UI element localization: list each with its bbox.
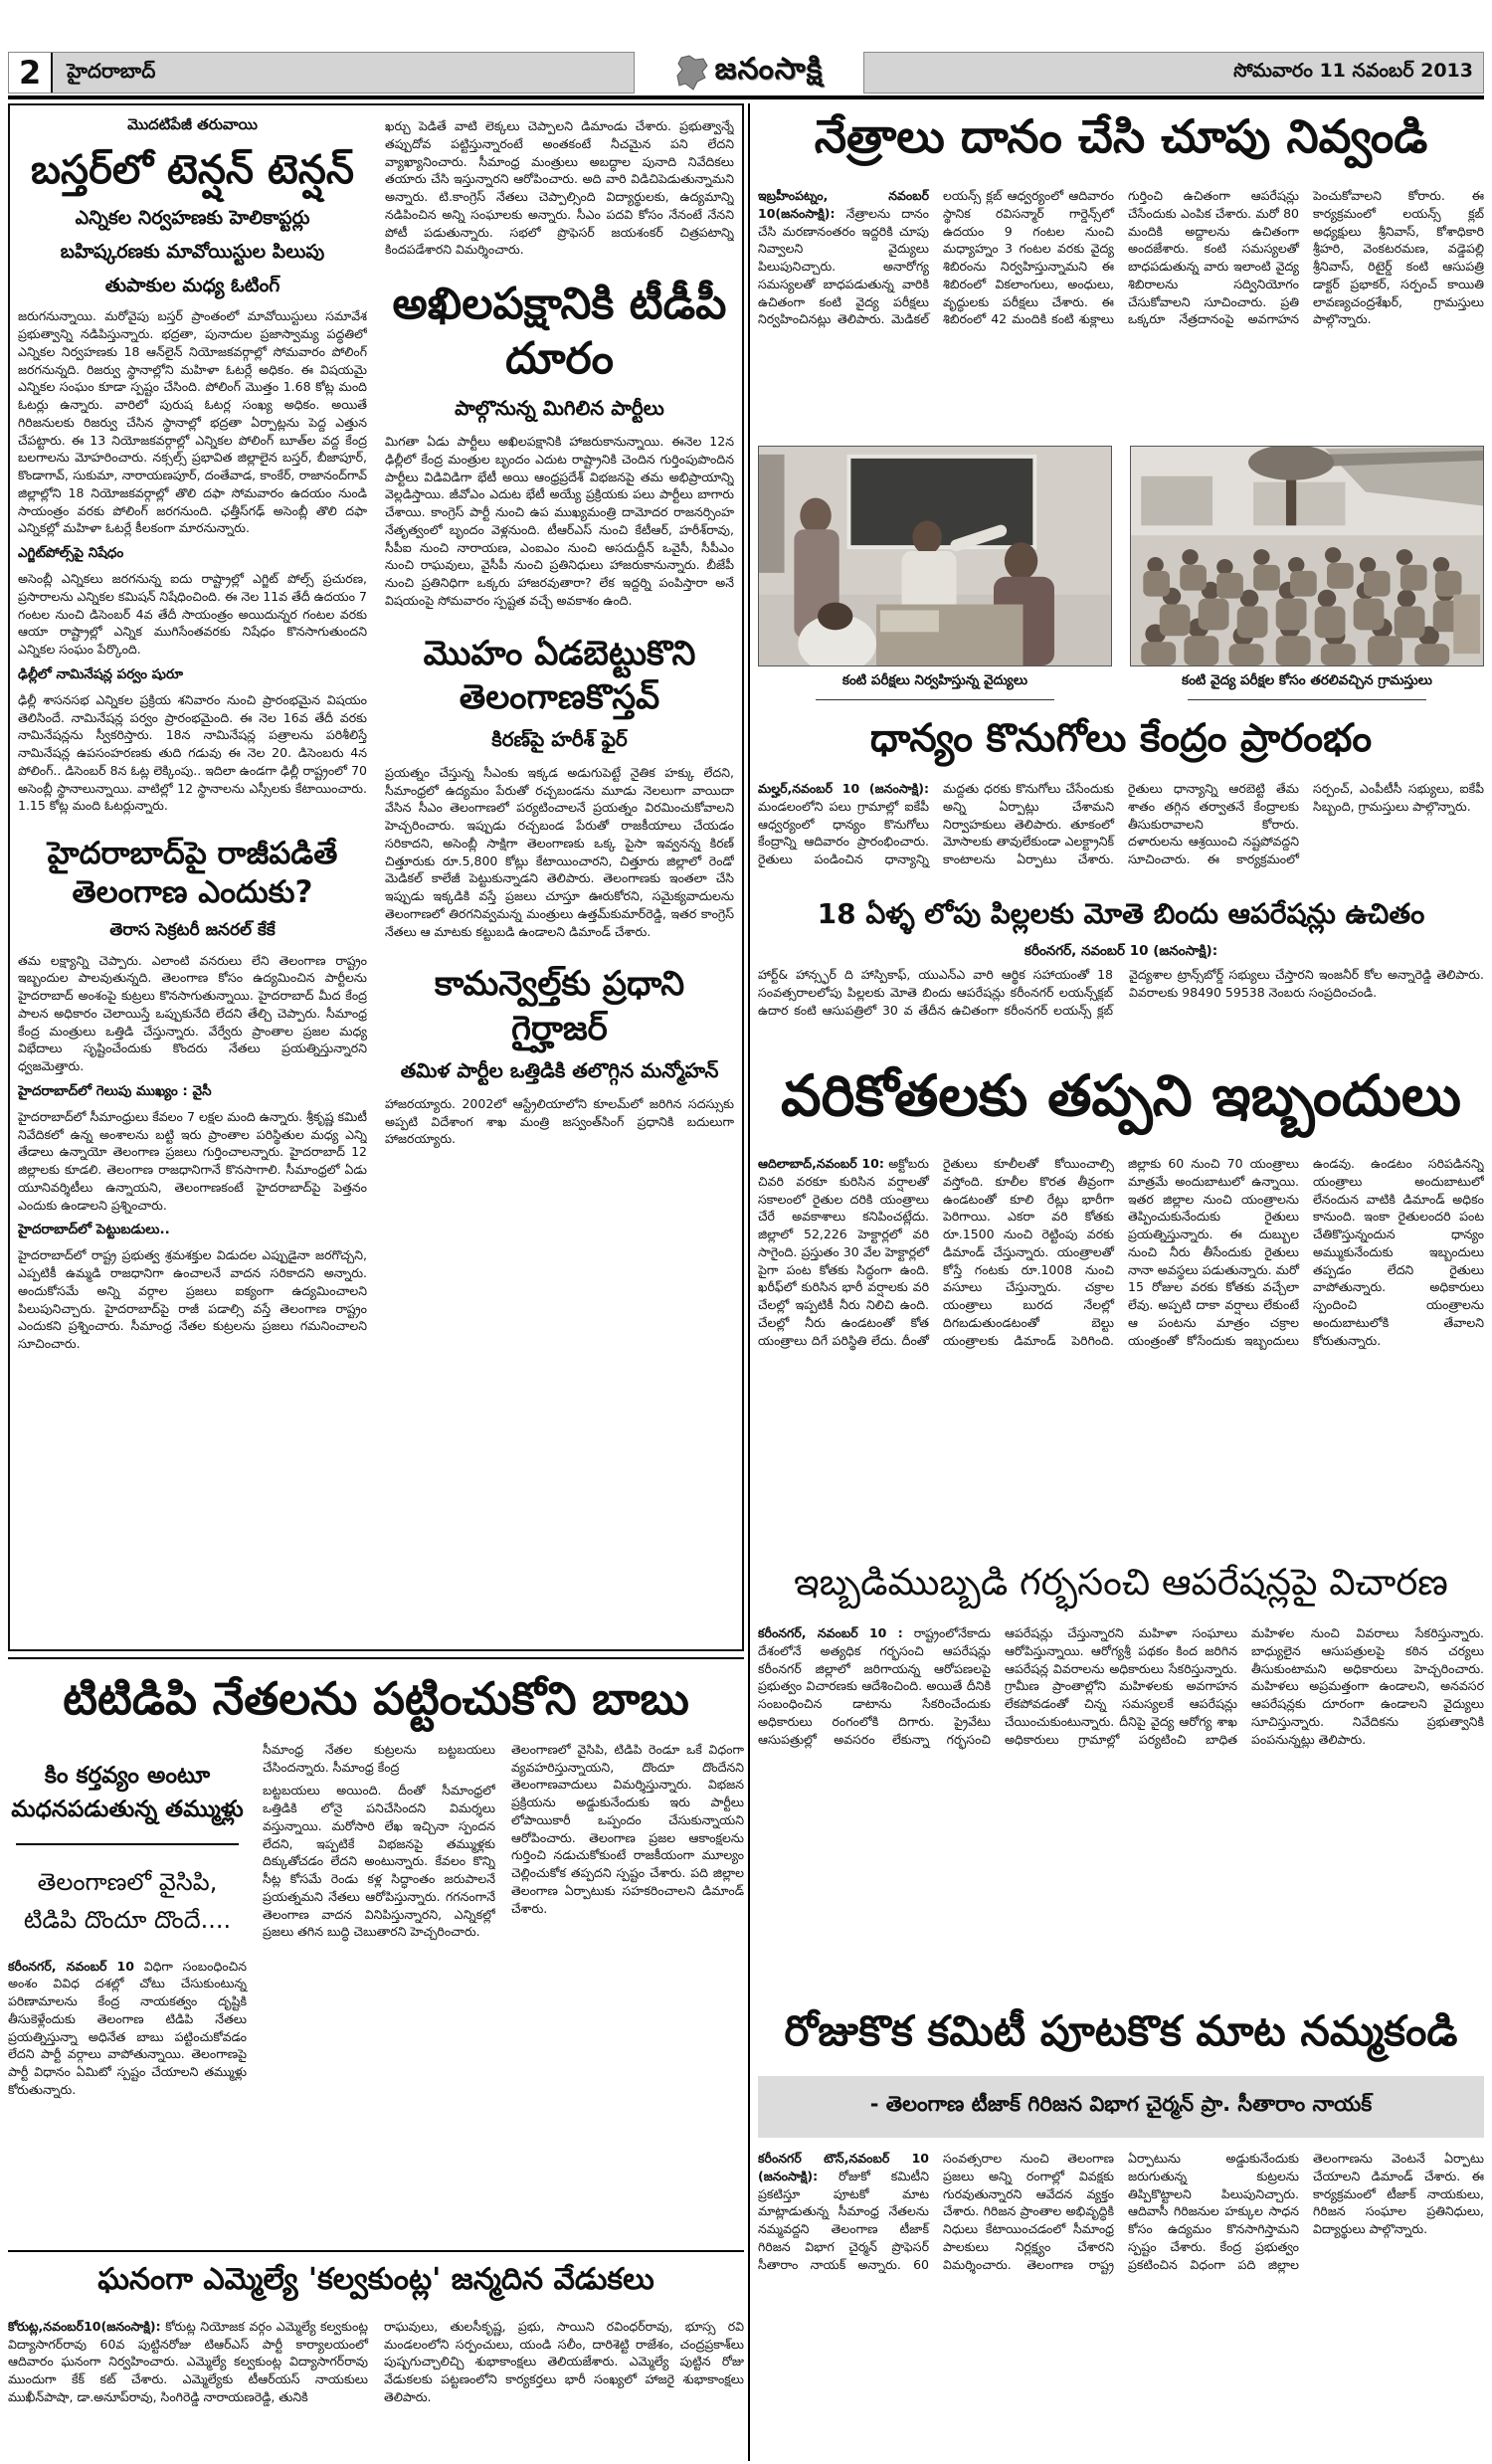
ttdp-body-2: బట్టబయలు అయింది. దీంతో సీమాంధ్రలో ఒత్తిడికి లోనై పనిచేసిందని విమర్శలు వస్తున్నాయి. మరోసారి లేఖ ఇచ్చినా స్పందన లేదని, ఇప్పటికే విభజనపై తమ్ముళ్లకు దిక్కుతోచడం లేదని అంటున్నారు. కేవలం కొన్ని సీట్ల కోసమే రెండు కళ్ల సిద్ధాంతం జరుపాలనే ప్రయత్నమని నేతలు ఆరోపిస్తున్నారు. గగనంగానే తెలంగాణ వాదన వినిపిస్తున్నారని, ఎన్నికల్లో ప్రజలు తగిన బుద్ధి చెబుతారని హెచ్చరించారు.	[263, 1783, 495, 1940]
grain-centre-body-text: మండలంలోని పలు గ్రామాల్లో ఐకేపీ ఆధ్వర్యంలో ధాన్యం కొనుగోలు కేంద్రాన్ని ఆదివారం ప్రారంభించారు. రైతులు పండించిన ధాన్యాన్ని మద్దతు ధరకు కొనుగోలు చేసేందుకు అన్ని ఏర్పాట్లు చేశామని నిర్వాహకులు తెలిపారు. తూకంలో మోసాలకు తావులేకుండా ఎలక్ట్రానిక్ కాంటాలను ఏర్పాటు చేశారు. రైతులు ధాన్యాన్ని ఆరబెట్టి తేమ శాతం తగ్గిన తర్వాతనే కేంద్రాలకు తీసుకురావాలని కోరారు. దళారులను ఆశ్రయించి నష్టపోవద్దని సూచించారు. ఈ కార్యక్రమంలో సర్పంచ్, ఎంపీటీసీ సభ్యులు, ఐకేపీ సిబ్బంది, గ్రామస్తులు పాల్గొన్నారు.	[758, 781, 1484, 866]
masthead	[635, 52, 863, 94]
bastar-body-2: అసెంబ్లీ ఎన్నికలు జరగనున్న ఐదు రాష్ట్రాల్లో ఎగ్జిట్ పోల్స్ ప్రచురణ, ప్రసారాలను ఎన్నికల కమిషన్ నిషేధించింది. ఈ నెల 11వ తేదీ ఉదయం 7 గంటల నుంచి డిసెంబర్ 4వ తేదీ సాయంత్రం అయిదున్నర గంటల వరకు ఆయా రాష్ట్రాల్లో ఎన్నిక ముగిసేంతవరకు నిషేధం కొనసాగుతుందని ఎన్నికల సంఘం పేర్కొంది.	[18, 571, 367, 657]
headline-uterus-operations: ఇబ్బడిముబ్బడి గర్భసంచి ఆపరేషన్లపై విచారణ	[794, 1561, 1448, 1604]
commonwealth-body: హాజరయ్యారు. 2002లో ఆస్ట్రేలియాలోని కూలమ్‌లో జరిగిన సదస్సుకు అప్పటి విదేశాంగ శాఖ మంత్రి జస్వంత్‌సింగ్ ప్రధానికి బదులుగా హాజరయ్యారు.	[385, 1095, 734, 1147]
kicker-continued: మొదటిపేజీ తరువాయి	[127, 115, 258, 133]
headline-eye-donation: నేత్రాలు దానం చేసి చూపు నివ్వండి	[814, 109, 1428, 163]
bday-dateline: కోరుట్ల,నవంబర్10(జనంసాక్షి):	[8, 2318, 161, 2334]
byline-kk: తెరాస సెక్రటరీ జనరల్ కేకే	[109, 919, 276, 940]
committee-byline-box: - తెలంగాణ టీజాక్ గిరిజన విభాగ చైర్మన్ ప్రా. సీతారాం నాయక్	[758, 2076, 1484, 2138]
committee-dateline: కరీంనగర్ టౌన్,నవంబర్ 10 (జనంసాక్షి):	[758, 2151, 929, 2183]
page-header	[8, 52, 1484, 94]
page-number: 2	[9, 53, 53, 93]
ttdp-dateline: కరీంనగర్, నవంబర్ 10	[8, 1958, 134, 1974]
caption-rule-2	[1188, 699, 1426, 700]
grain-centre-body	[758, 780, 1484, 883]
paddy-harvest-body-text: అక్టోబరు చివరి వరకూ కురిసిన వర్షాలతో సకాలంలో రైతుల దరికి యంత్రాలు చేరే అవకాశాలు కనిపించట్లేదు. జిల్లాలో 52,226 హెక్టార్లలో వరి సాగైంది. ప్రస్తుతం 30 వేల హెక్టార్లలో పైగా పంట కోతకు సిద్ధంగా ఉంది. ఖరీఫ్‌లో కురిసిన భారీ వర్షాలకు వరి చేలల్లో ఇప్పటికీ నీరు నిలిచి ఉంది. చేలల్లో నీరు ఉండటంతో కోత యంత్రాలు దిగే పరిస్థితి లేదు. దీంతో రైతులు కూలీలతో కోయించాల్సి వస్తోంది. కూలీల కొరత తీవ్రంగా ఉండటంతో కూలి రేట్లు భారీగా పెరిగాయి. ఎకరా వరి కోతకు రూ.1500 నుంచి రెట్టింపు వరకు డిమాండ్ చేస్తున్నారు. యంత్రాలతో కోస్తే గంటకు రూ.1008 నుంచి వసూలు చేస్తున్నారు. చక్రాల యంత్రాలు బురద నేలల్లో దిగబడుతుండటంతో బెల్టు యంత్రాలకు డిమాండ్ పెరిగింది. జిల్లాకు 60 నుంచి 70 యంత్రాలు మాత్రమే అందుబాటులో ఉన్నాయి. ఇతర జిల్లాల నుంచి యంత్రాలను తెప్పించుకునేందుకు రైతులు ప్రయత్నిస్తున్నారు. ఈ దుబ్బుల నుంచి నీరు తీసేందుకు రైతులు నానా అవస్థలు పడుతున్నారు. మరో 15 రోజుల వరకు కోతకు వచ్చేలా లేవు. అప్పటి దాకా వర్షాలు లేకుంటే ఆ పంటను మాత్రం చక్రాల యంత్రంతో కోసేందుకు ఇబ్బందులు ఉండవు. ఉండటం సరిపడినన్ని యంత్రాలు అందుబాటులో లేనందున వాటికి డిమాండ్ అధికం కానుంది. ఇంకా రైతులందరి పంట చేతికొస్తున్నందున ధాన్యం అమ్ముకునేందుకు ఇబ్బందులు తప్పడం లేదని రైతులు వాపోతున్నారు. అధికారులు స్పందించి యంత్రాలను అందుబాటులోకి తేవాలని కోరుతున్నారు.	[758, 1156, 1484, 1348]
ttdp-subtitle-column	[8, 1735, 247, 2244]
left-area	[8, 103, 744, 2461]
newspaper-page	[8, 52, 1484, 2461]
divider-above-ttdp	[8, 1657, 744, 1659]
headline-hyderabad-telangana: హైదరాబాద్‌పై రాజీపడితే తెలంగాణ ఎందుకు?	[47, 836, 338, 910]
telangana-map-icon	[675, 54, 709, 92]
eye-donation-body	[758, 187, 1484, 438]
bastar-body-3: ఢిల్లీ శాసనసభ ఎన్నికల ప్రక్రియ శనివారం నుంచి ప్రారంభమైన విషయం తెలిసిందే. నామినేషన్ల పర్వం ప్రారంభమైంది. ఈ నెల 16వ తేదీ వరకు నామినేషన్లను స్వీకరిస్తారు. 18న నామినేషన్ల పత్రాలను పరిశీలిస్తే నామినేషన్ల ఉపసంహరణకు తుది గడువు ఈ నెల 20. డిసెంబరు 4న పోలింగ్.. డిసెంబర్ 8న ఓట్ల లెక్కింపు.. ఇదిలా ఉండగా ఢిల్లీ రాష్ట్రంలో 70 అసెంబ్లీ స్థానాలున్నాయి. వాటిల్లో 12 స్థానాలను ఎస్సీలకు కేటాయించారు. 1.15 కోట్ల మంది ఓటర్లున్నారు.	[18, 691, 367, 814]
left-column-b	[385, 111, 734, 1643]
moham-body: ప్రయత్నం చేస్తున్న సీఎంకు ఇక్కడ అడుగుపెట్టే నైతిక హక్కు లేదని, సీమాంధ్రలో ఉద్యమం పేరుతో రచ్చబండను మూడు నెలలుగా వాయిదా వేసిన సీఎం తెలంగాణలో పర్యటించాలనే ప్రయత్నం విరమించుకోవాలని హెచ్చరించారు. ఇప్పుడు రచ్చబండ పేరుతో రాజకీయాలు చేయడం సరికాదని, అసెంబ్లీ సాక్షిగా తెలంగాణకు ఒక్క పైసా ఇవ్వనన్న కిరణ్ చిత్తూరుకు రూ.5,800 కోట్లు కేటాయించారని, చిత్తూరు జిల్లాలో రెండో మెడికల్ కాలేజీ పెట్టుకున్నాడని తెలిపారు. తెలంగాణకు ఇంతలా చేసి ఇప్పుడు ఇక్కడికి వస్తే ప్రజలు చూస్తూ ఊరుకోరని, సమైక్యవాదులను తెలంగాణలో తిరగనివ్వమన్న మంత్రులు ఉత్తమ్‌కుమార్‌రెడ్డి, ఇతర కాంగ్రెస్ నేతలు ఆ మాటకు కట్టుబడి ఉండాలని డిమాండ్ చేశారు.	[385, 764, 734, 939]
akhila-subtitle: పాల్గొనున్న మిగిలిన పార్టీలు	[455, 396, 664, 420]
bday-body-2: రాఘవులు, తులసీకృష్ణ, ప్రభు, సాయిని రవింధర్‌రావు, భూస్స రవి మండలంలోని సర్పంచులు, యండి సలీం, దారిశెట్టి రాజేశం, చంద్రప్రకాశ్‌లు పుష్పగుచ్చాలిచ్చి శుభాకాంక్షలు తెలియజేశారు. ఎమ్మెల్యే పుట్టిన రోజు వేడుకలకు పట్టణంలోని కార్యకర్తలు భారీ సంఖ్యలో హాజరై శుభాకాంక్షలు తెలిపారు.	[384, 2318, 744, 2404]
ttdp-body-3: తెలంగాణలో వైసిపి, టిడిపి రెండూ ఒకే విధంగా వ్యవహరిస్తున్నాయని, దొందూ దొందేనని తెలంగాణవాదులు విమర్శిస్తున్నారు. విభజన ప్రక్రియను అడ్డుకునేందుకు ఇరు పార్టీలు లోపాయికారీ ఒప్పందం చేసుకున్నాయని ఆరోపించారు. తెలంగాణ ప్రజల ఆకాంక్షలను గుర్తించి నడుచుకోకుంటే రాజకీయంగా మూల్యం చెల్లించుకోక తప్పదని స్పష్టం చేశారు. పది జిల్లాల తెలంగాణ ఏర్పాటుకు సహకరించాలని డిమాండ్ చేశారు.	[511, 1741, 744, 1916]
headline-bastar: బస్తర్‌లో టెన్షన్ టెన్షన్	[31, 147, 354, 193]
headline-paddy-harvest: వరికోతలకు తప్పని ఇబ్బందులు	[781, 1063, 1461, 1129]
photo-row	[758, 446, 1484, 700]
hyd-body-2: హైదరాబాద్‌లో సీమాంధ్రులు కేవలం 7 లక్షల మంది ఉన్నారు. శ్రీకృష్ణ కమిటీ నివేదికలో ఉన్న అంశాలను బట్టి ఇరు ప్రాంతాల పరిస్థితుల మధ్య ఎన్ని తేడాలు ఉన్నాయో తెలంగాణ ప్రజలు గుర్తించాలన్నారు. హైదరాబాద్ 12 జిల్లాలకు కూడలి. తెలంగాణ రాజధానిగానే కొనసాగాలి. సీమాంధ్రలో ఏడు యూనివర్శిటీలు ఉన్నాయని, తెలంగాణకంటే హైదరాబాద్‌పై పెత్తనం ఎందుకు ఉండాలని ప్రశ్నించారు.	[18, 1108, 367, 1213]
uterus-operations-dateline: కరీంనగర్, నవంబర్ 10 :	[758, 1625, 903, 1640]
hyd-body-1: తమ లక్ష్యాన్ని చెప్పారు. ఎలాంటి వనరులు లేని తెలంగాణ రాష్ట్రం ఇబ్బందుల పాలవుతున్నది. తెలంగాణ కోసం ఉద్యమించిన పార్టీలను హైదరాబాద్ అంశంపై కుట్రలు కొనసాగుతున్నాయి. హైదరాబాద్ మీద కేంద్ర పాలన అధికారం చెలాయిస్తే ఒప్పుకునేది లేదని తేల్చి చెప్పారు. సీమాంధ్ర కేంద్ర మంత్రులు ఒత్తిడి చేస్తున్నారు. వేర్వేరు ప్రాంతాల ప్రజల మధ్య విభేదాలు సృష్టించేందుకు కొందరు నేతలు ప్రయత్నిస్తున్నారని ధ్వజమెత్తారు.	[18, 952, 367, 1073]
headline-akhilapaksham-tdp: అఖిలపక్షానికి టీడీపీ దూరం	[392, 279, 727, 384]
bastar-crosshead-1: ఎగ్జిట్‌పోల్స్‌పై నిషేధం	[18, 545, 124, 561]
header-left-band	[8, 52, 635, 94]
cataract-body: హార్ట్& హాన్స్ఫర్ ది హాస్పికాఫ్, యుఎన్ఎ వారి ఆర్థిక సహాయంతో 18 సంవత్సరాలలోపు పిల్లలకు మోతె బిందు ఆపరేషన్లు కరీంనగర్ లయన్స్‌క్లబ్ ఉదార కంటి ఆసుపత్రిలో 30 వ తేదీన ఉచితంగా కరీంనగర్ లయన్స్ క్లబ్ వైద్యశాల ట్రాన్స్‌బోర్డ్ సభ్యులు చేస్తారని ఇంజనీర్ కోల అన్నారెడ్డి తెలిపారు. వివరాలకు 98490 59538 నెంబరు సంప్రదించండి.	[758, 967, 1484, 1018]
akhila-body: మిగతా ఏడు పార్టీలు అఖిలపక్షానికి హాజరుకానున్నాయి. ఈనెల 12న ఢిల్లీలో కేంద్ర మంత్రుల బృందం ఎదుట రాష్ట్రానికి చెందిన గుర్తింపుపొందిన పార్టీలు విడివిడిగా భేటీ అయి ఆంధ్రప్రదేశ్ విభజనపై తమ అభిప్రాయాన్ని వెల్లడిస్తాయి. జీవోఎం ఎదుట భేటీ అయ్యే ప్రక్రియకు పలు పార్టీలు బాగారు చేశాయి. కాంగ్రెస్ పార్టీ నుంచి ఉప ముఖ్యమంత్రి దామోదర రాజనర్సింహ నేతృత్వంలో బృందం వెళ్లనుంది. టీఆర్‌ఎస్ నుంచి కేటీఆర్, హరీశ్‌రావు, సీపీఐ నుంచి నారాయణ, ఎంఐఎం నుంచి అసదుద్దీన్ ఒవైసీ, సీపీఎం నుంచి రాఘవులు, వైసీపీ నుంచి ప్రతినిధులు హాజరుకానున్నారు. బీజేపీ నుంచి ప్రతినిధిగా ఒక్కరు హాజరవుతారా? లేక ఇద్దర్ని పంపిస్తారా అనే విషయంపై సోమవారం స్పష్టత వచ్చే అవకాశం ఉంది.	[385, 434, 734, 608]
figure-villagers-crowd	[1130, 446, 1484, 700]
commonwealth-subtitle: తమిళ పార్టీల ఒత్తిడికి తలొగ్గిన మన్మోహన్	[400, 1057, 719, 1082]
eye-donation-body-text: నేత్రాలను దానం చేసి మరణానంతరం ఇద్దరికి చూపు నివ్వాలని వైద్యులు పిలుపునిచ్చారు. అనారోగ్య సమస్యలతో బాధపడుతున్న వారికి ఉచితంగా కంటి వైద్య పరీక్షలు నిర్వహించినట్లు తెలిపారు. మెడికల్ లయన్స్ క్లబ్ ఆధ్వర్యంలో ఆదివారం స్థానిక రవిసన్మార్ గార్డెన్స్‌లో ఉదయం 9 గంటల నుంచి మధ్యాహ్నం 3 గంటల వరకు వైద్య శిబిరంను నిర్వహిస్తున్నామని ఈ శిబిరంలో వికలాంగులు, అంధులు, వృద్ధులకు పరీక్షలు చేశారు. ఈ శిబిరంలో 42 మందికి కంటి శుక్లాలు గుర్తించి ఉచితంగా ఆపరేషన్లు చేసేందుకు ఎంపిక చేశారు. మరో 80 మందికి అద్దాలను ఉచితంగా అందజేశారు. కంటి సమస్యలతో బాధపడుతున్న వారు ఇలాంటి వైద్య శిబిరాలను సద్వినియోగం చేసుకోవాలని సూచించారు. ప్రతి ఒక్కరూ నేత్రదానంపై అవగాహన పెంచుకోవాలని కోరారు. ఈ కార్యక్రమంలో లయన్స్ క్లబ్ అధ్యక్షులు శ్రీనివాస్, కోశాధికారి శ్రీహరి, వెంకటరమణ, వడ్డెపల్లి శ్రీనివాస్, రిటైర్డ్ కంటి ఆసుపత్రి డాక్టర్ ప్రభాకర్, సర్పంచ్ కాయితి లావణ్యచంద్రశేఖర్, గ్రామస్తులు పాల్గొన్నారు.	[758, 188, 1484, 327]
right-area	[754, 103, 1484, 2461]
headline-cataract-free: 18 ఏళ్ళ లోపు పిల్లలకు మోతె బిందు ఆపరేషన్లు ఉచితం	[817, 897, 1425, 930]
caption-villagers-crowd: కంటి వైద్య పరీక్షల కోసం తరలివచ్చిన గ్రామస్తులు	[1182, 672, 1432, 688]
ttdp-subtitle-2: తెలంగాణలో వైసిపి, టిడిపి దొందూ దొందే....	[23, 1867, 232, 1935]
divider-above-birthday	[8, 2250, 744, 2252]
ttdp-body-1	[8, 1958, 247, 2099]
masthead-title: జనంసాక్షి	[714, 52, 824, 87]
edition-date: సోమవారం 11 నవంబర్ 2013	[1233, 59, 1473, 82]
uterus-operations-body	[758, 1624, 1484, 1994]
eye-checkup-photo	[758, 446, 1112, 666]
hyd-crosshead-2: హైదరాబాద్‌లో పెట్టుబడులు..	[18, 1222, 170, 1238]
bday-body-1-text: కోరుట్ల నియోజక వర్గం ఎమ్మెల్యే కల్వకుంట్ల విద్యాసాగర్‌రావు 60వ పుట్టినరోజు టిఆర్‌ఎస్ పార్టీ కార్యాలయంలో ఆదివారం ఘనంగా నిర్వహించారు. ఎమ్మెల్యే కల్వకుంట్ల విద్యాసాగర్‌రావు ముందుగా కేక్ కట్ చేశారు. ఎమ్మెల్యేకు టీఆర్‌యస్ నాయకులు ముఖీన్‌పాషా, డా.అనూప్‌రావు, సింగిరెడ్డి నారాయణరెడ్డి, తునికి	[8, 2318, 368, 2404]
headline-committee: రోజుకొక కమిటీ పూటకొక మాట నమ్మకండి	[784, 2006, 1458, 2055]
villagers-crowd-photo	[1130, 446, 1484, 666]
ttdp-subtitle-divider	[16, 1843, 239, 1845]
ttdp-body-column-3	[511, 1735, 744, 2244]
bastar-subhead-1: ఎన్నికల నిర్వహణకు హెలికాప్టర్లు	[75, 207, 310, 229]
header-rule	[8, 95, 1484, 99]
header-right-band	[863, 52, 1484, 94]
moham-subtitle: కిరణ్‌పై హరీశ్ ఫైర్	[491, 726, 628, 751]
uterus-operations-body-text: రాష్ట్రంలోనేకాదు దేశంలోనే అత్యధిక గర్భసంచి ఆపరేషన్లు కరీంనగర్ జిల్లాలో జరిగాయన్న ఆరోపణలపై ప్రభుత్వం విచారణకు ఆదేశించింది. అయితే దీనికి సంబంధించిన డాటాను సేకరించేందుకు అధికారులు రంగంలోకి దిగారు. ప్రైవేటు ఆసుపత్రుల్లో అవసరం లేకున్నా గర్భసంచి ఆపరేషన్లు చేస్తున్నారని మహిళా సంఘాలు ఆరోపిస్తున్నాయి. ఆరోగ్యశ్రీ పథకం కింద జరిగిన ఆపరేషన్ల వివరాలను అధికారులు సేకరిస్తున్నారు. గ్రామీణ ప్రాంతాల్లోని మహిళలకు అవగాహన లేకపోవడంతో చిన్న సమస్యలకే ఆపరేషన్లు చేయించుకుంటున్నారు. దీనిపై వైద్య ఆరోగ్య శాఖ అధికారులు గ్రామాల్లో పర్యటించి బాధిత మహిళల నుంచి వివరాలు సేకరిస్తున్నారు. బాధ్యులైన ఆసుపత్రులపై కఠిన చర్యలు తీసుకుంటామని అధికారులు హెచ్చరించారు. మహిళలు అప్రమత్తంగా ఉండాలని, అనవసర ఆపరేషన్లకు దూరంగా ఉండాలని వైద్యులు సూచిస్తున్నారు. నివేదికను ప్రభుత్వానికి పంపనున్నట్లు తెలిపారు.	[758, 1625, 1484, 1747]
grain-centre-dateline: మల్హర్,నవంబర్ 10 (జనంసాక్షి):	[758, 781, 929, 796]
committee-body-text: రోజుకో కమిటీని ప్రకటిస్తూ పూటకో మాట మాట్లాడుతున్న సీమాంధ్ర నేతలను నమ్మవద్దని తెలంగాణ టీజాక్ గిరిజన విభాగ చైర్మన్ ప్రొఫెసర్ సీతారాం నాయక్ అన్నారు. 60 సంవత్సరాల నుంచి తెలంగాణ ప్రజలు అన్ని రంగాల్లో వివక్షకు గురవుతున్నారని ఆవేదన వ్యక్తం చేశారు. గిరిజన ప్రాంతాల అభివృద్ధికి నిధులు కేటాయించడంలో సీమాంధ్ర పాలకులు నిర్లక్ష్యం చేశారని విమర్శించారు. తెలంగాణ రాష్ట్ర ఏర్పాటును అడ్డుకునేందుకు జరుగుతున్న కుట్రలను తిప్పికొట్టాలని పిలుపునిచ్చారు. ఆదివాసీ గిరిజనుల హక్కుల సాధన కోసం ఉద్యమం కొనసాగిస్తామని స్పష్టం చేశారు. కేంద్ర ప్రభుత్వం ప్రకటించిన విధంగా పది జిల్లాల తెలంగాణను వెంటనే ఏర్పాటు చేయాలని డిమాండ్ చేశారు. ఈ కార్యక్రమంలో టీజాక్ నాయకులు, గిరిజన సంఘాల ప్రతినిధులు, విద్యార్థులు పాల్గొన్నారు.	[758, 2151, 1484, 2272]
hyd-crosshead-1: హైదరాబాద్‌లో గెలుపు ముఖ్యం : వైసీ	[18, 1082, 212, 1099]
headline-mla-birthday: ఘనంగా ఎమ్మెల్యే 'కల్వకుంట్ల' జన్మదిన వేడుకలు	[97, 2261, 654, 2297]
akhila-pre-body: ఖర్చు పెడితే వాటి లెక్కలు చెప్పాలని డిమాండు చేశారు. ప్రభుత్వాన్నే తప్పుదోవ పట్టిస్తున్నారంటే అంతకంటే నీచమైన పని లేదని వ్యాఖ్యానించారు. సీమాంధ్ర మంత్రులు అబద్ధాల పునాది నివేదికలు తయారు చేసి ఇస్తున్నారని ఆరోపించారు. అది వారి విడిచిపెడుతున్నామని అన్నారు. టి.కాంగ్రెస్ నేతలు చెప్పాల్సింది విద్యార్థులకు, ఉద్యమాన్ని నడిపించిన అన్ని సంఘాలకు అన్నారు. సీఎం పదవి కోసం నేనంటే నేనని పోటీ పడుతున్నారు. సభలో ప్రొఫెసర్ జయశంకర్ చిత్రపటాన్ని కిందపడేశారని విమర్శించారు.	[385, 118, 734, 258]
ttdp-body-1-text: విధిగా సంబంధించిన అంశం వివిధ దశల్లో చోటు చేసుకుంటున్న పరిణామాలను కేంద్ర నాయకత్వం దృష్టికి తీసుకెళ్లేందుకు తెలంగాణ టిడిపి నేతలు ప్రయత్నిస్తున్నా అధినేత బాబు పట్టించుకోవడం లేదని పార్టీ వర్గాలు వాపోతున్నాయి. తెలంగాణపై పార్టీ విధానం ఏమిటో స్పష్టం చేయాలని తమ్ముళ్లు కోరుతున్నారు.	[8, 1958, 247, 2097]
figure-eye-checkup	[758, 446, 1112, 700]
bday-body-1	[8, 2318, 368, 2461]
continued-stories-box	[8, 103, 744, 1651]
headline-commonwealth: కామన్వెల్త్‌కు ప్రధాని గైర్హాజర్	[434, 964, 685, 1048]
ttdp-subtitle-1: కిం కర్తవ్యం అంటూ మధనపడుతున్న తమ్ముళ్లు	[11, 1762, 244, 1823]
ttdp-pre-line: సీమాంధ్ర నేతల కుట్రలను బట్టబయలు చేసిందన్నారు. సీమాంధ్ర కేంద్ర	[263, 1741, 495, 1775]
bastar-subhead-2: బహిష్కరణకు మావోయిస్టుల పిలుపు	[60, 240, 325, 263]
caption-eye-checkup: కంటి పరీక్షలు నిర్వహిస్తున్న వైద్యులు	[841, 672, 1028, 688]
committee-body	[758, 2150, 1484, 2420]
headline-ttdp-babu: టిటిడిపి నేతలను పట్టించుకోని బాబు	[63, 1672, 689, 1725]
bastar-crosshead-2: ఢిల్లీలో నామినేషన్ల పర్వం షురూ	[18, 665, 184, 682]
bastar-body-1: జరుగనున్నాయి. మరోవైపు బస్తర్ ప్రాంతంలో మావోయిస్టులు సమావేశ ప్రభుత్వాన్ని నడిపిస్తున్నారు. భద్రతా, పునాదుల ప్రజాస్వామ్య పద్ధతిలో ఎన్నికల నిర్వహణకు 18 ఆన్‌లైన్ నియోజకవర్గాల్లో సోమవారం పోలింగ్ జరగనున్నది. రిజర్వు స్థానాల్లోని మహిళా ఓటర్లే అధికం. ఈ విషయమై ఎన్నికల సంఘం కూడా స్పష్టం చేసింది. పోలింగ్ మొత్తం 1.68 కోట్ల మంది ఓటర్లు ఉన్నారు. వారిలో పురుష ఓటర్ల సంఖ్య అధికం. అయితే గిరిజనులకు రిజర్వు చేసిన స్థానాల్లో భద్రతా ఏర్పాట్లను పెద్ద ఎత్తున చేపట్టారు. ఈ 13 నియోజకవర్గాల్లో ఎన్నికల పోలింగ్ బూత్‌ల వద్ద కేంద్ర బలగాలను మోహరించారు. నక్సల్స్ ప్రభావిత జిల్లాలైన బస్తర్, బీజాపూర్, కొండాగావ్, సుకుమా, నారాయణపూర్, దంతేవాడ, కాంకేర్, రాజానంద్‌గావ్ జిల్లాల్లోని 18 నియోజకవర్గాల్లో తొలి దఫా సోమవారం ఉదయం నుండి సాయంత్రం వరకు పోలింగ్ జరగనుంది. ఛత్తీస్‌గఢ్ అసెంబ్లీ తొలి దఫా ఎన్నికల్లో మహిళా ఓటర్లే కీలకంగా మారనున్నారు.	[18, 308, 367, 536]
section-title: హైదరాబాద్	[67, 58, 156, 83]
eye-donation-dateline: ఇబ్రహీంపట్నం, నవంబర్ 10(జనంసాక్షి):	[758, 188, 929, 221]
ttdp-body-column-2	[263, 1735, 495, 2244]
paddy-harvest-dateline: ఆదిలాబాద్,నవంబర్ 10:	[758, 1156, 884, 1171]
cataract-dateline: కరీంనగర్, నవంబర్ 10 (జనంసాక్షి):	[1024, 943, 1218, 959]
caption-rule-1	[816, 699, 1054, 700]
center-vertical-divider	[748, 103, 750, 2461]
headline-moham-telangana: మొహం ఏడబెట్టుకొని తెలంగాణకొస్తవ్	[423, 633, 696, 717]
ttdp-article	[8, 1735, 744, 2244]
left-column-a	[18, 111, 367, 1643]
hyd-body-3: హైదరాబాద్‌లో రాష్ట్ర ప్రభుత్వ శ్రమశక్తుల విడుదల ఎప్పుడైనా జరగొచ్చని, ఎప్పటికీ ఉమ్మడి రాజధానిగా ఉంచాలనే వాదన సరికాదని అన్నారు. అందుకోసమే అన్ని వర్గాల ప్రజలు ఐక్యంగా ఉద్యమించాలని పిలుపునిచ్చారు. హైదరాబాద్‌పై రాజీ పడాల్సి వస్తే తెలంగాణ రాష్ట్రం ఎందుకని ప్రశ్నించారు. సీమాంధ్ర నేతల కుట్రలను ప్రజలు గమనించాలని సూచించారు.	[18, 1247, 367, 1351]
birthday-article	[8, 2312, 744, 2461]
headline-grain-centre: ధాన్యం కొనుగోలు కేంద్రం ప్రారంభం	[869, 716, 1373, 761]
paddy-harvest-body	[758, 1155, 1484, 1545]
bastar-subhead-3: తుపాకుల మధ్య ఓటింగ్	[104, 274, 280, 296]
